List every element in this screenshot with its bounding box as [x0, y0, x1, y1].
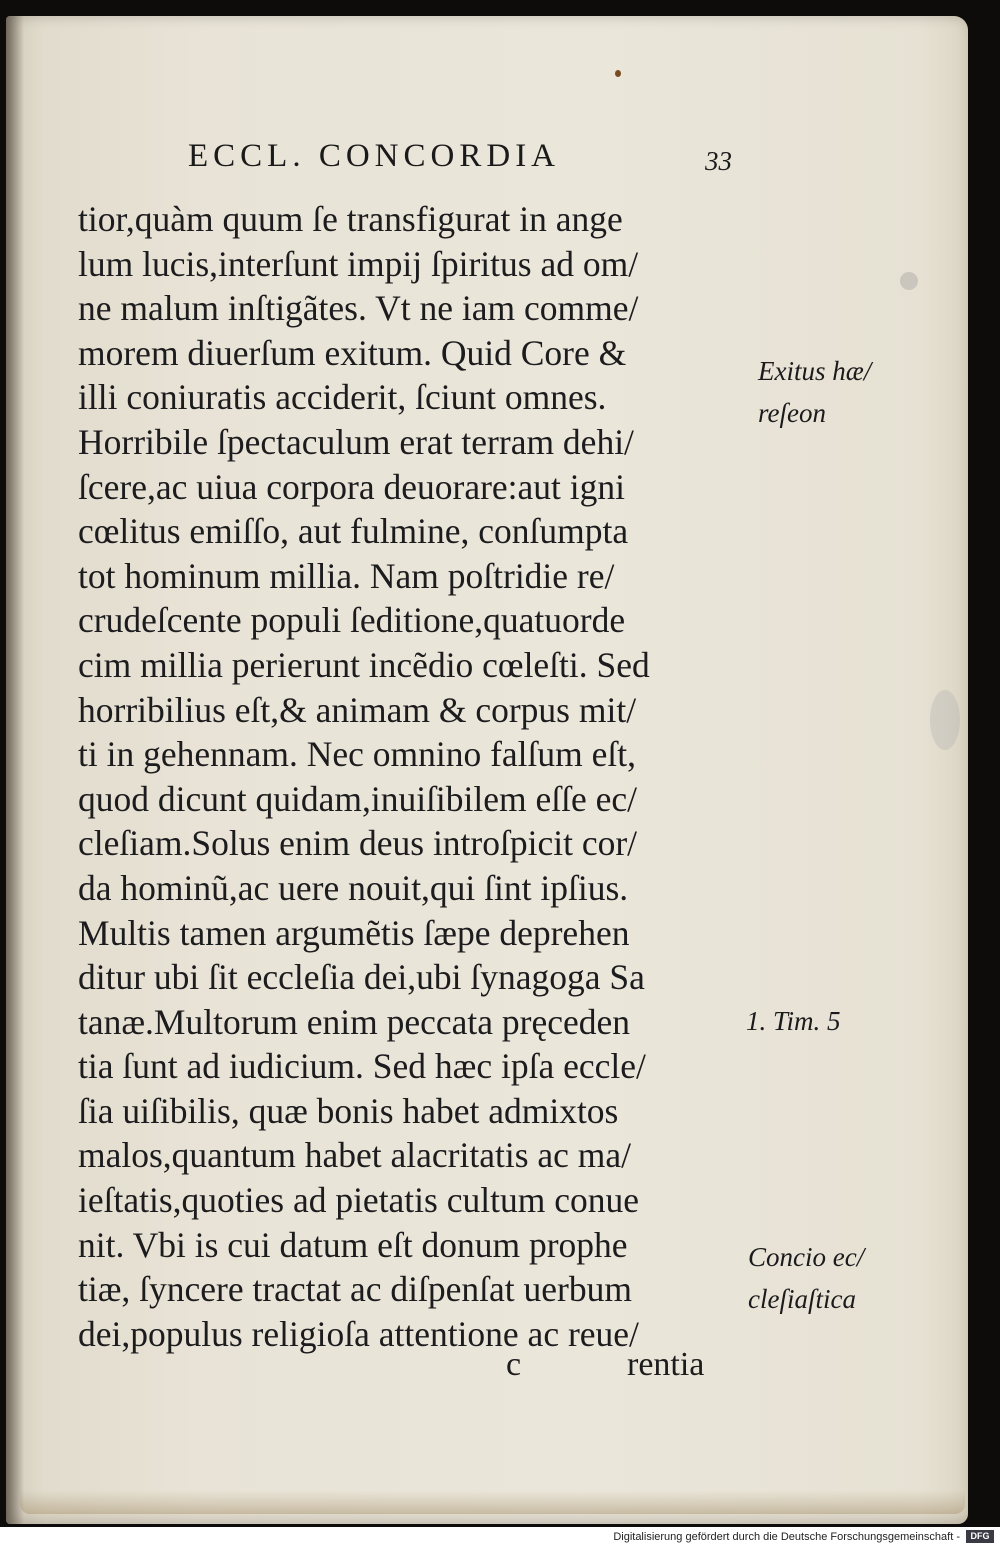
dfg-logo-icon: DFG — [966, 1530, 994, 1543]
body-text — [78, 197, 743, 1356]
text-line: crudeſcente populi ſeditione,quatuorde — [78, 600, 626, 641]
marginal-note-exitus — [758, 350, 871, 434]
text-line: Horribile ſpectaculum erat terram dehi/ — [78, 421, 634, 462]
text-line: illi coniuratis acciderit, ſciunt omnes. — [78, 377, 607, 418]
marginal-note-line: Exitus hæ/ — [758, 356, 872, 386]
marginal-note-line: cleſiaſtica — [748, 1284, 856, 1314]
text-line: ſcere,ac uiua corpora deuorare:aut igni — [78, 466, 625, 507]
text-line: dei,populus religioſa attentione ac reue/ — [78, 1313, 639, 1354]
text-line: cim millia perierunt incẽdio cœleſti. Sed — [78, 644, 650, 685]
page-bottom-stain — [20, 1490, 965, 1514]
text-line: malos,quantum habet alacritatis ac ma/ — [78, 1135, 632, 1176]
text-line: tior,quàm quum ſe transfigurat in ange — [78, 199, 623, 239]
marginal-note-concio — [748, 1236, 864, 1320]
text-line: ſia uiſibilis, quæ bonis habet admixtos — [78, 1090, 619, 1131]
folio-number: 33 — [705, 146, 732, 176]
catchword: rentia — [627, 1346, 705, 1383]
text-line: cleſiam.Solus enim deus introſpicit cor/ — [78, 823, 638, 864]
text-line: morem diuerſum exitum. Quid Core & — [78, 332, 627, 373]
text-line: nit. Vbi is cui datum eſt donum prophe — [78, 1224, 628, 1265]
text-line: tia ſunt ad iudicium. Sed hæc ipſa eccle/ — [78, 1046, 646, 1087]
marginal-note-timothy — [746, 1000, 841, 1042]
text-line: tot hominum millia. Nam poſtridie re/ — [78, 555, 615, 596]
marginal-note-line: reſeon — [758, 398, 826, 428]
marginal-note-line: Concio ec/ — [748, 1242, 865, 1272]
running-head: ECCL. CONCORDIA — [188, 138, 561, 174]
text-line: lum lucis,interſunt impij ſpiritus ad om/ — [78, 243, 639, 284]
signature-mark: c — [506, 1346, 522, 1383]
text-line: ditur ubi ſit eccleſia dei,ubi ſynagoga Sa — [78, 957, 645, 998]
ink-spot — [615, 70, 621, 77]
marginal-note-line: 1. Tim. 5 — [746, 1006, 841, 1036]
page-gutter-shadow — [6, 16, 24, 1524]
text-line: ieſtatis,quoties ad pietatis cultum conue — [78, 1180, 639, 1221]
text-line: da hominũ,ac uere nouit,qui ſint ipſius. — [78, 867, 629, 908]
text-line: horribilius eſt,& animam & corpus mit/ — [78, 689, 637, 730]
foxing-spot — [930, 690, 960, 750]
text-line: Multis tamen argumẽtis ſæpe deprehen — [78, 912, 630, 953]
text-line: quod dicunt quidam,inuiſibilem eſſe ec/ — [78, 778, 638, 819]
text-line: tanæ.Multorum enim peccata pręceden — [78, 1001, 631, 1042]
digitization-credit: Digitalisierung gefördert durch die Deutsche Forschungsgemeinschaft - — [613, 1531, 960, 1543]
text-line: tiæ, ſyncere tractat ac diſpenſat uerbum — [78, 1269, 632, 1310]
text-line: ne malum inſtigãtes. Vt ne iam comme/ — [78, 288, 639, 329]
text-line: cœlitus emiſſo, aut fulmine, conſumpta — [78, 511, 629, 552]
text-line: ti in gehennam. Nec omnino falſum eſt, — [78, 734, 636, 775]
foxing-spot — [900, 272, 918, 290]
